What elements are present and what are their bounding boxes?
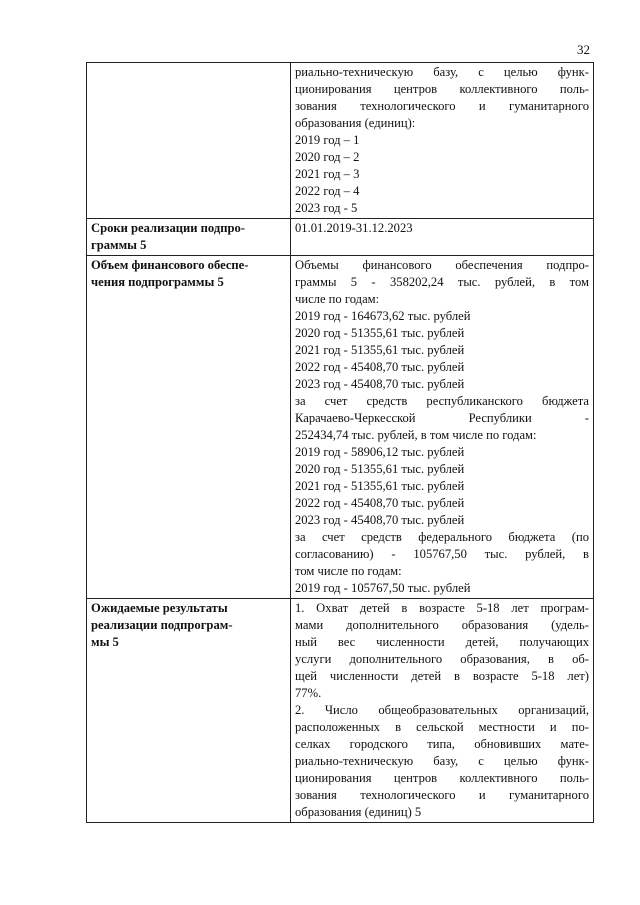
- row-value-line: 2. Число общеобразовательных организаций,: [295, 703, 589, 717]
- row-value-line: 2022 год - 45408,70 тыс. рублей: [295, 360, 465, 374]
- row-value-line: за счет средств республиканского бюджета: [295, 394, 589, 408]
- row-value-line: образования (единиц):: [295, 116, 416, 130]
- row-value-line: 2019 год - 105767,50 тыс. рублей: [295, 581, 471, 595]
- row-value-cell: [291, 63, 594, 219]
- row-value-line: селках городского типа, обновивших мате-: [295, 737, 589, 751]
- row-label-line: Ожидаемые результаты: [91, 601, 228, 615]
- row-label-cell: [87, 219, 291, 256]
- row-label-line: Сроки реализации подпро-: [91, 221, 245, 235]
- row-value-line: 2023 год - 45408,70 тыс. рублей: [295, 513, 465, 527]
- row-value-line: 2023 год - 5: [295, 201, 358, 215]
- row-label-line: чения подпрограммы 5: [91, 275, 224, 289]
- table-row: [87, 256, 594, 599]
- row-label-cell: [87, 256, 291, 599]
- passport-table-body: [87, 63, 594, 823]
- row-value-line: ционирования центров коллективного поль-: [295, 771, 589, 785]
- row-value-line: ный вес численности детей, получающих: [295, 635, 589, 649]
- row-label-line: реализации подпрограм-: [91, 618, 233, 632]
- row-value-line: 2020 год – 2: [295, 150, 360, 164]
- table-row: [87, 219, 594, 256]
- row-value-line: образования (единиц) 5: [295, 805, 422, 819]
- row-value-line: ционирования центров коллективного поль-: [295, 82, 589, 96]
- row-value-line: том числе по годам:: [295, 564, 402, 578]
- row-value-line: граммы 5 - 358202,24 тыс. рублей, в том: [295, 275, 589, 289]
- row-value-line: числе по годам:: [295, 292, 380, 306]
- row-value-line: 2019 год - 58906,12 тыс. рублей: [295, 445, 465, 459]
- row-value-line: 2020 год - 51355,61 тыс. рублей: [295, 326, 465, 340]
- row-label-cell: [87, 63, 291, 219]
- row-value-line: зования технологического и гуманитарного: [295, 99, 589, 113]
- row-value-line: зования технологического и гуманитарного: [295, 788, 589, 802]
- row-value-line: 252434,74 тыс. рублей, в том числе по годам:: [295, 428, 537, 442]
- row-value-line: 77%.: [295, 686, 322, 700]
- row-value-line: 2019 год – 1: [295, 133, 360, 147]
- row-value-line: услуги дополнительного образования, в об-: [295, 652, 589, 666]
- row-label-line: граммы 5: [91, 238, 147, 252]
- row-value-line: 2020 год - 51355,61 тыс. рублей: [295, 462, 465, 476]
- row-value-line: 2021 год – 3: [295, 167, 360, 181]
- row-value-line: согласованию) - 105767,50 тыс. рублей, в: [295, 547, 589, 561]
- row-label-line: мы 5: [91, 635, 119, 649]
- row-value-cell: [291, 256, 594, 599]
- row-value-line: риально-техническую базу, с целью функ-: [295, 65, 589, 79]
- row-value-line: мами дополнительного образования (удель-: [295, 618, 589, 632]
- passport-table: [86, 62, 594, 823]
- row-value-cell: [291, 219, 594, 256]
- page-number: 32: [577, 42, 590, 57]
- row-value-line: 01.01.2019-31.12.2023: [295, 221, 413, 235]
- row-value-line: 2021 год - 51355,61 тыс. рублей: [295, 343, 465, 357]
- row-label-cell: [87, 599, 291, 823]
- table-row: [87, 63, 594, 219]
- row-value-line: расположенных в сельской местности и по-: [295, 720, 589, 734]
- row-value-line: риально-техническую базу, с целью функ-: [295, 754, 589, 768]
- row-value-line: Объемы финансового обеспечения подпро-: [295, 258, 589, 272]
- row-label-line: Объем финансового обеспе-: [91, 258, 249, 272]
- row-value-line: 2023 год - 45408,70 тыс. рублей: [295, 377, 465, 391]
- row-value-line: 2022 год - 45408,70 тыс. рублей: [295, 496, 465, 510]
- row-value-line: щей численности детей в возрасте 5-18 лет): [295, 669, 589, 683]
- row-value-line: за счет средств федерального бюджета (по: [295, 530, 589, 544]
- row-value-line: 2021 год - 51355,61 тыс. рублей: [295, 479, 465, 493]
- row-value-line: Карачаево-Черкесской Республики -: [295, 411, 589, 425]
- row-value-line: 2022 год – 4: [295, 184, 360, 198]
- row-value-cell: [291, 599, 594, 823]
- row-value-line: 1. Охват детей в возрасте 5-18 лет програм-: [295, 601, 589, 615]
- row-value-line: 2019 год - 164673,62 тыс. рублей: [295, 309, 471, 323]
- table-row: [87, 599, 594, 823]
